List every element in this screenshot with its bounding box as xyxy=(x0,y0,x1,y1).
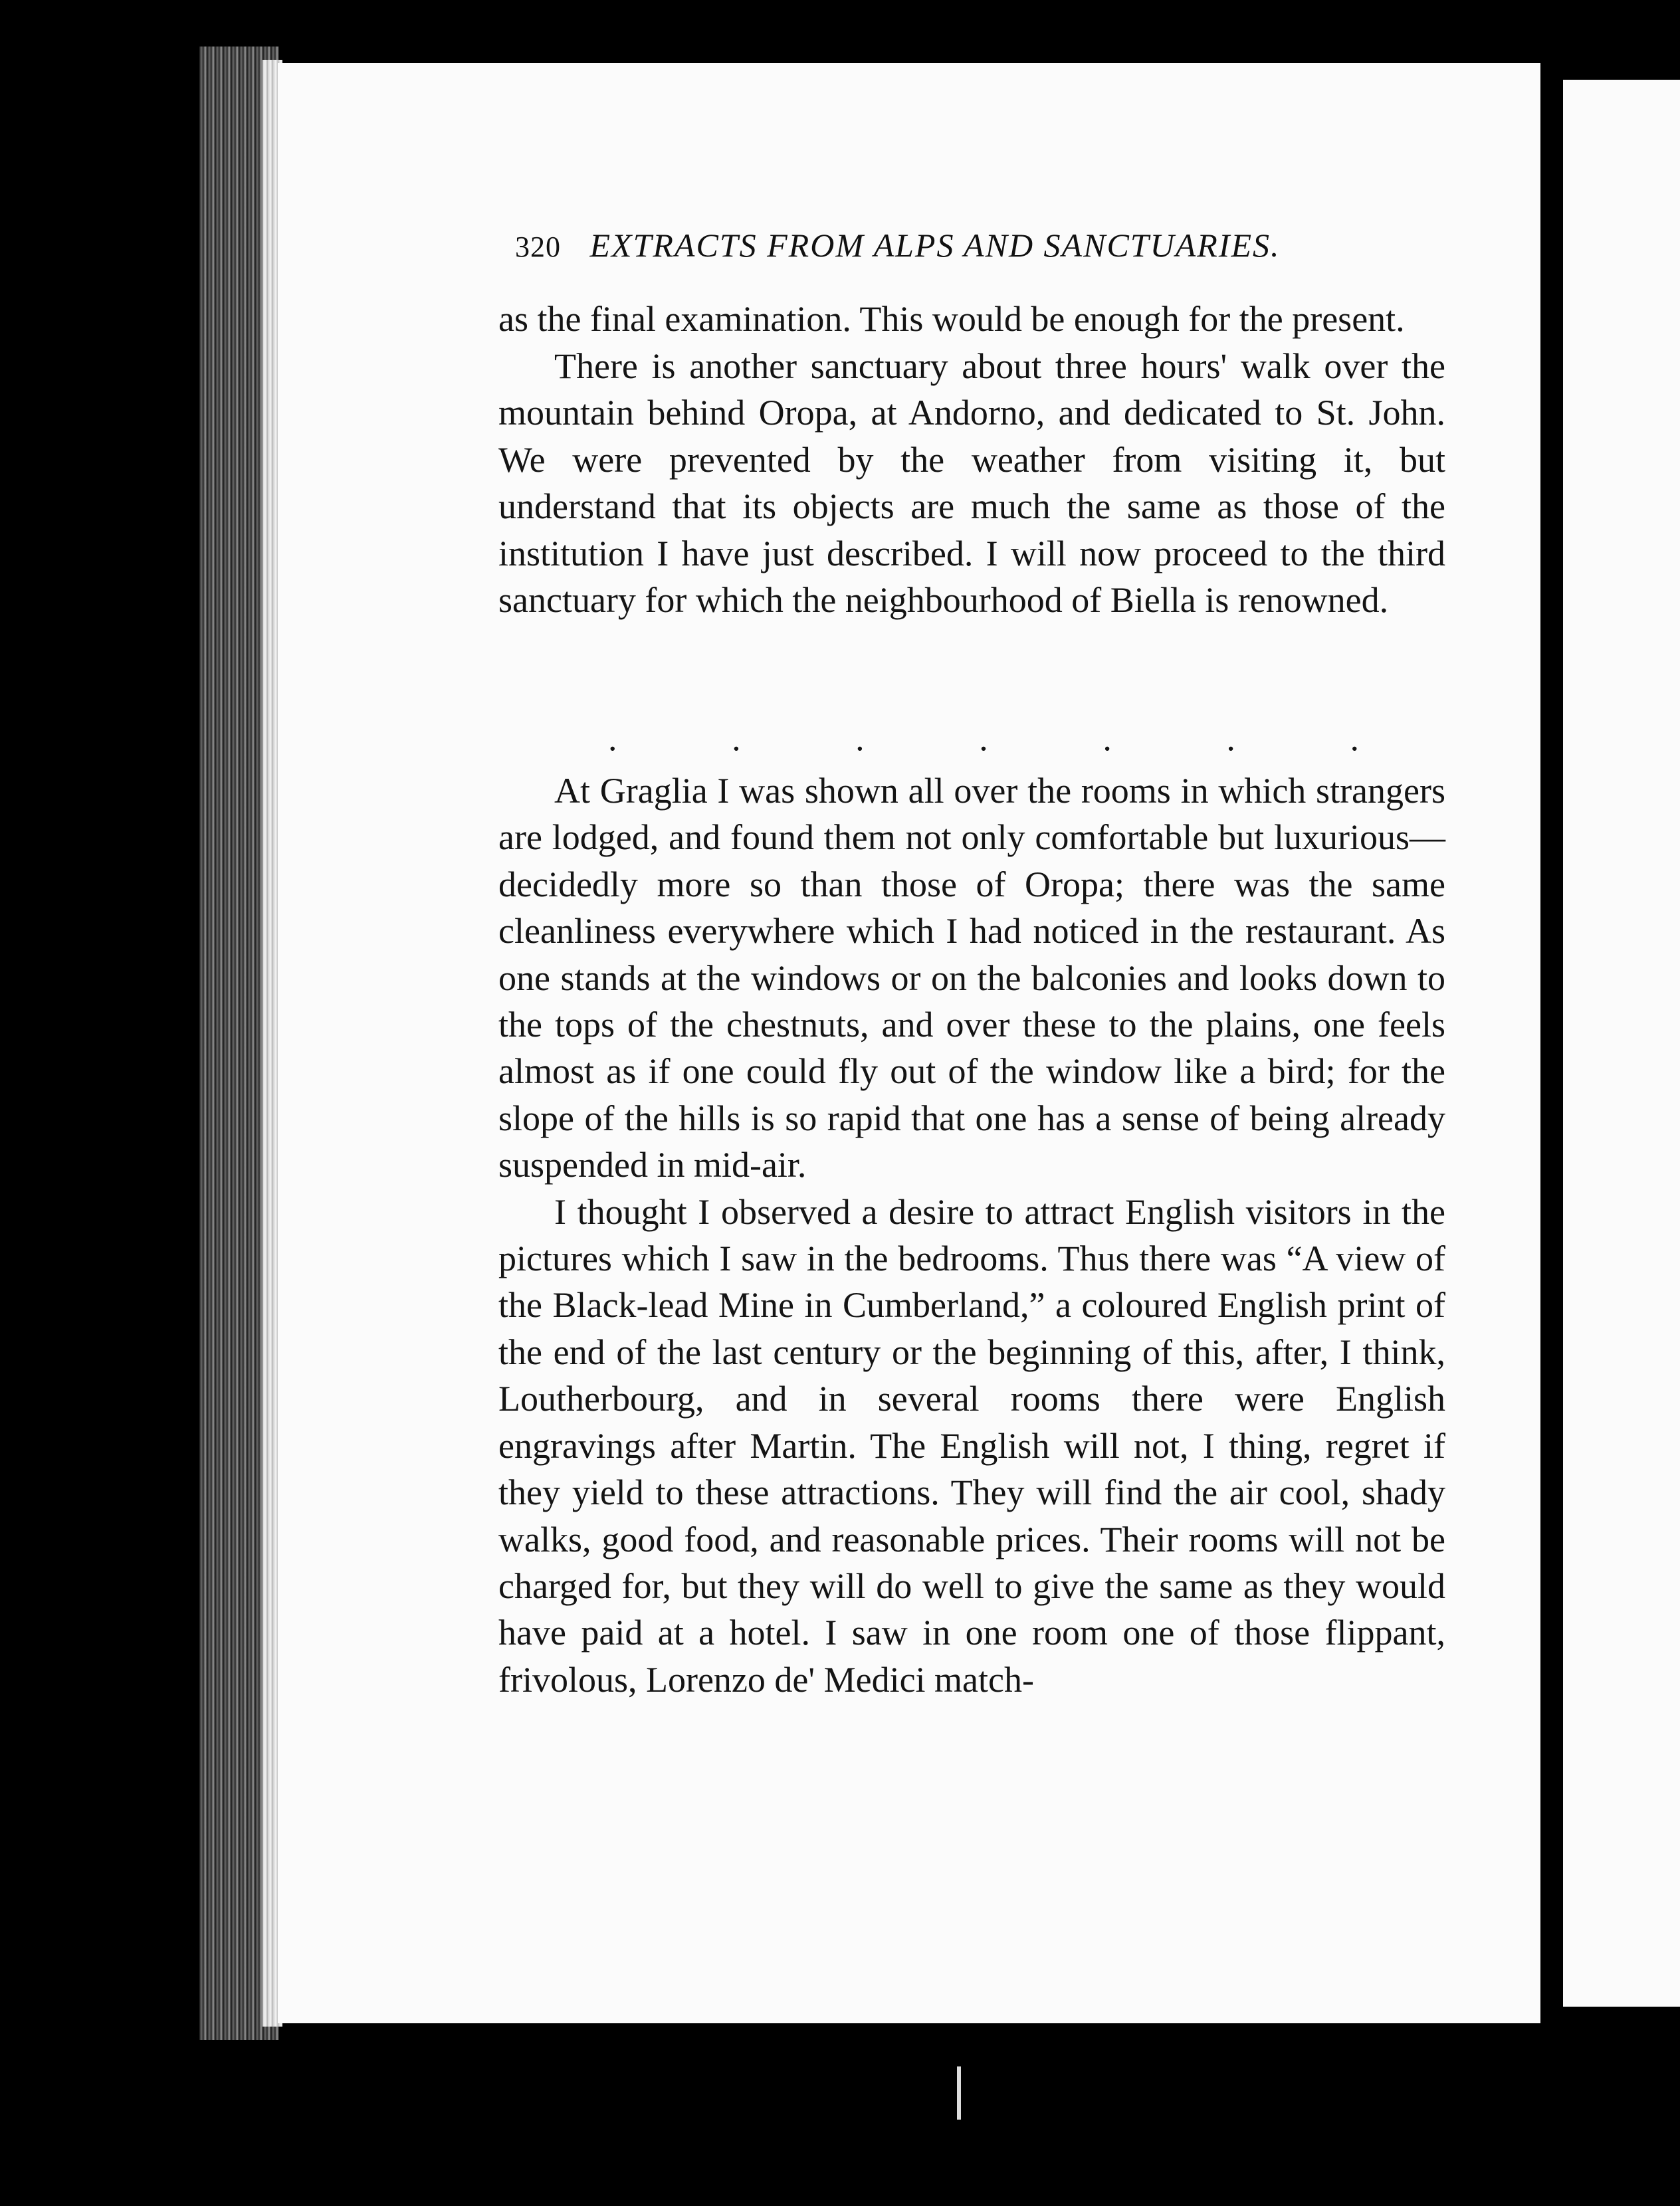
section-break-dot: . xyxy=(855,718,865,758)
facing-page-strip xyxy=(1563,80,1680,2007)
running-header xyxy=(515,226,1372,264)
section-break-dot: . xyxy=(1102,718,1112,758)
body-text-bottom xyxy=(498,767,1445,1703)
scan-artifact xyxy=(957,2066,961,2120)
paragraph: There is another sanctuary about three hours' walk over the mountain behind Oropa, at Andorno, and dedicated to St. John. We were prevented by the weather from visiting it, but understand that its objects are much the same as those of the institution I have just described. I will now proceed to the third sanctuary for which the neighbourhood of Biella is renowned. xyxy=(498,346,1445,620)
book-gutter xyxy=(1540,63,1563,2023)
paragraph: At Graglia I was shown all over the rooms in which strangers are lodged, and found them not only comfortable but luxurious—decidedly more so than those of Oropa; there was the same cleanliness everywhere which I had noticed in the restaurant. As one stands at the windows or on the balconies and looks down to the tops of the chestnuts, and over these to the plains, one feels almost as if one could fly out of the window like a bird; for the slope of the hills is so rapid that one has a sense of being already suspended in mid-air. xyxy=(498,771,1445,1185)
section-break-dot: . xyxy=(1226,718,1235,758)
section-break-dot: . xyxy=(732,718,741,758)
section-break xyxy=(608,718,1359,759)
section-break-dot: . xyxy=(1350,718,1359,758)
running-title: EXTRACTS FROM ALPS AND SANCTUARIES. xyxy=(589,227,1281,264)
body-text-top xyxy=(498,296,1445,624)
paragraph: as the final examination. This would be enough for the present. xyxy=(498,299,1405,339)
section-break-dot: . xyxy=(979,718,988,758)
paragraph: I thought I observed a desire to attract English visitors in the pictures which I saw in the bedrooms. Thus there was “A view of the Black-lead Mine in Cumberland,” a coloured English print of the end of the last century or the beginning of this, after, I think, Loutherbourg, and in several rooms there were English engravings after Martin. The English will not, I thing, regret if they yield to these attractions. They will find the air cool, shady walks, good food, and reasonable prices. Their rooms will not be charged for, but they will do well to give the same as they would have paid at a hotel. I saw in one room one of those flippant, frivolous, Lorenzo de' Medici match- xyxy=(498,1191,1445,1700)
section-break-dot: . xyxy=(608,718,617,758)
page-number: 320 xyxy=(515,231,561,263)
